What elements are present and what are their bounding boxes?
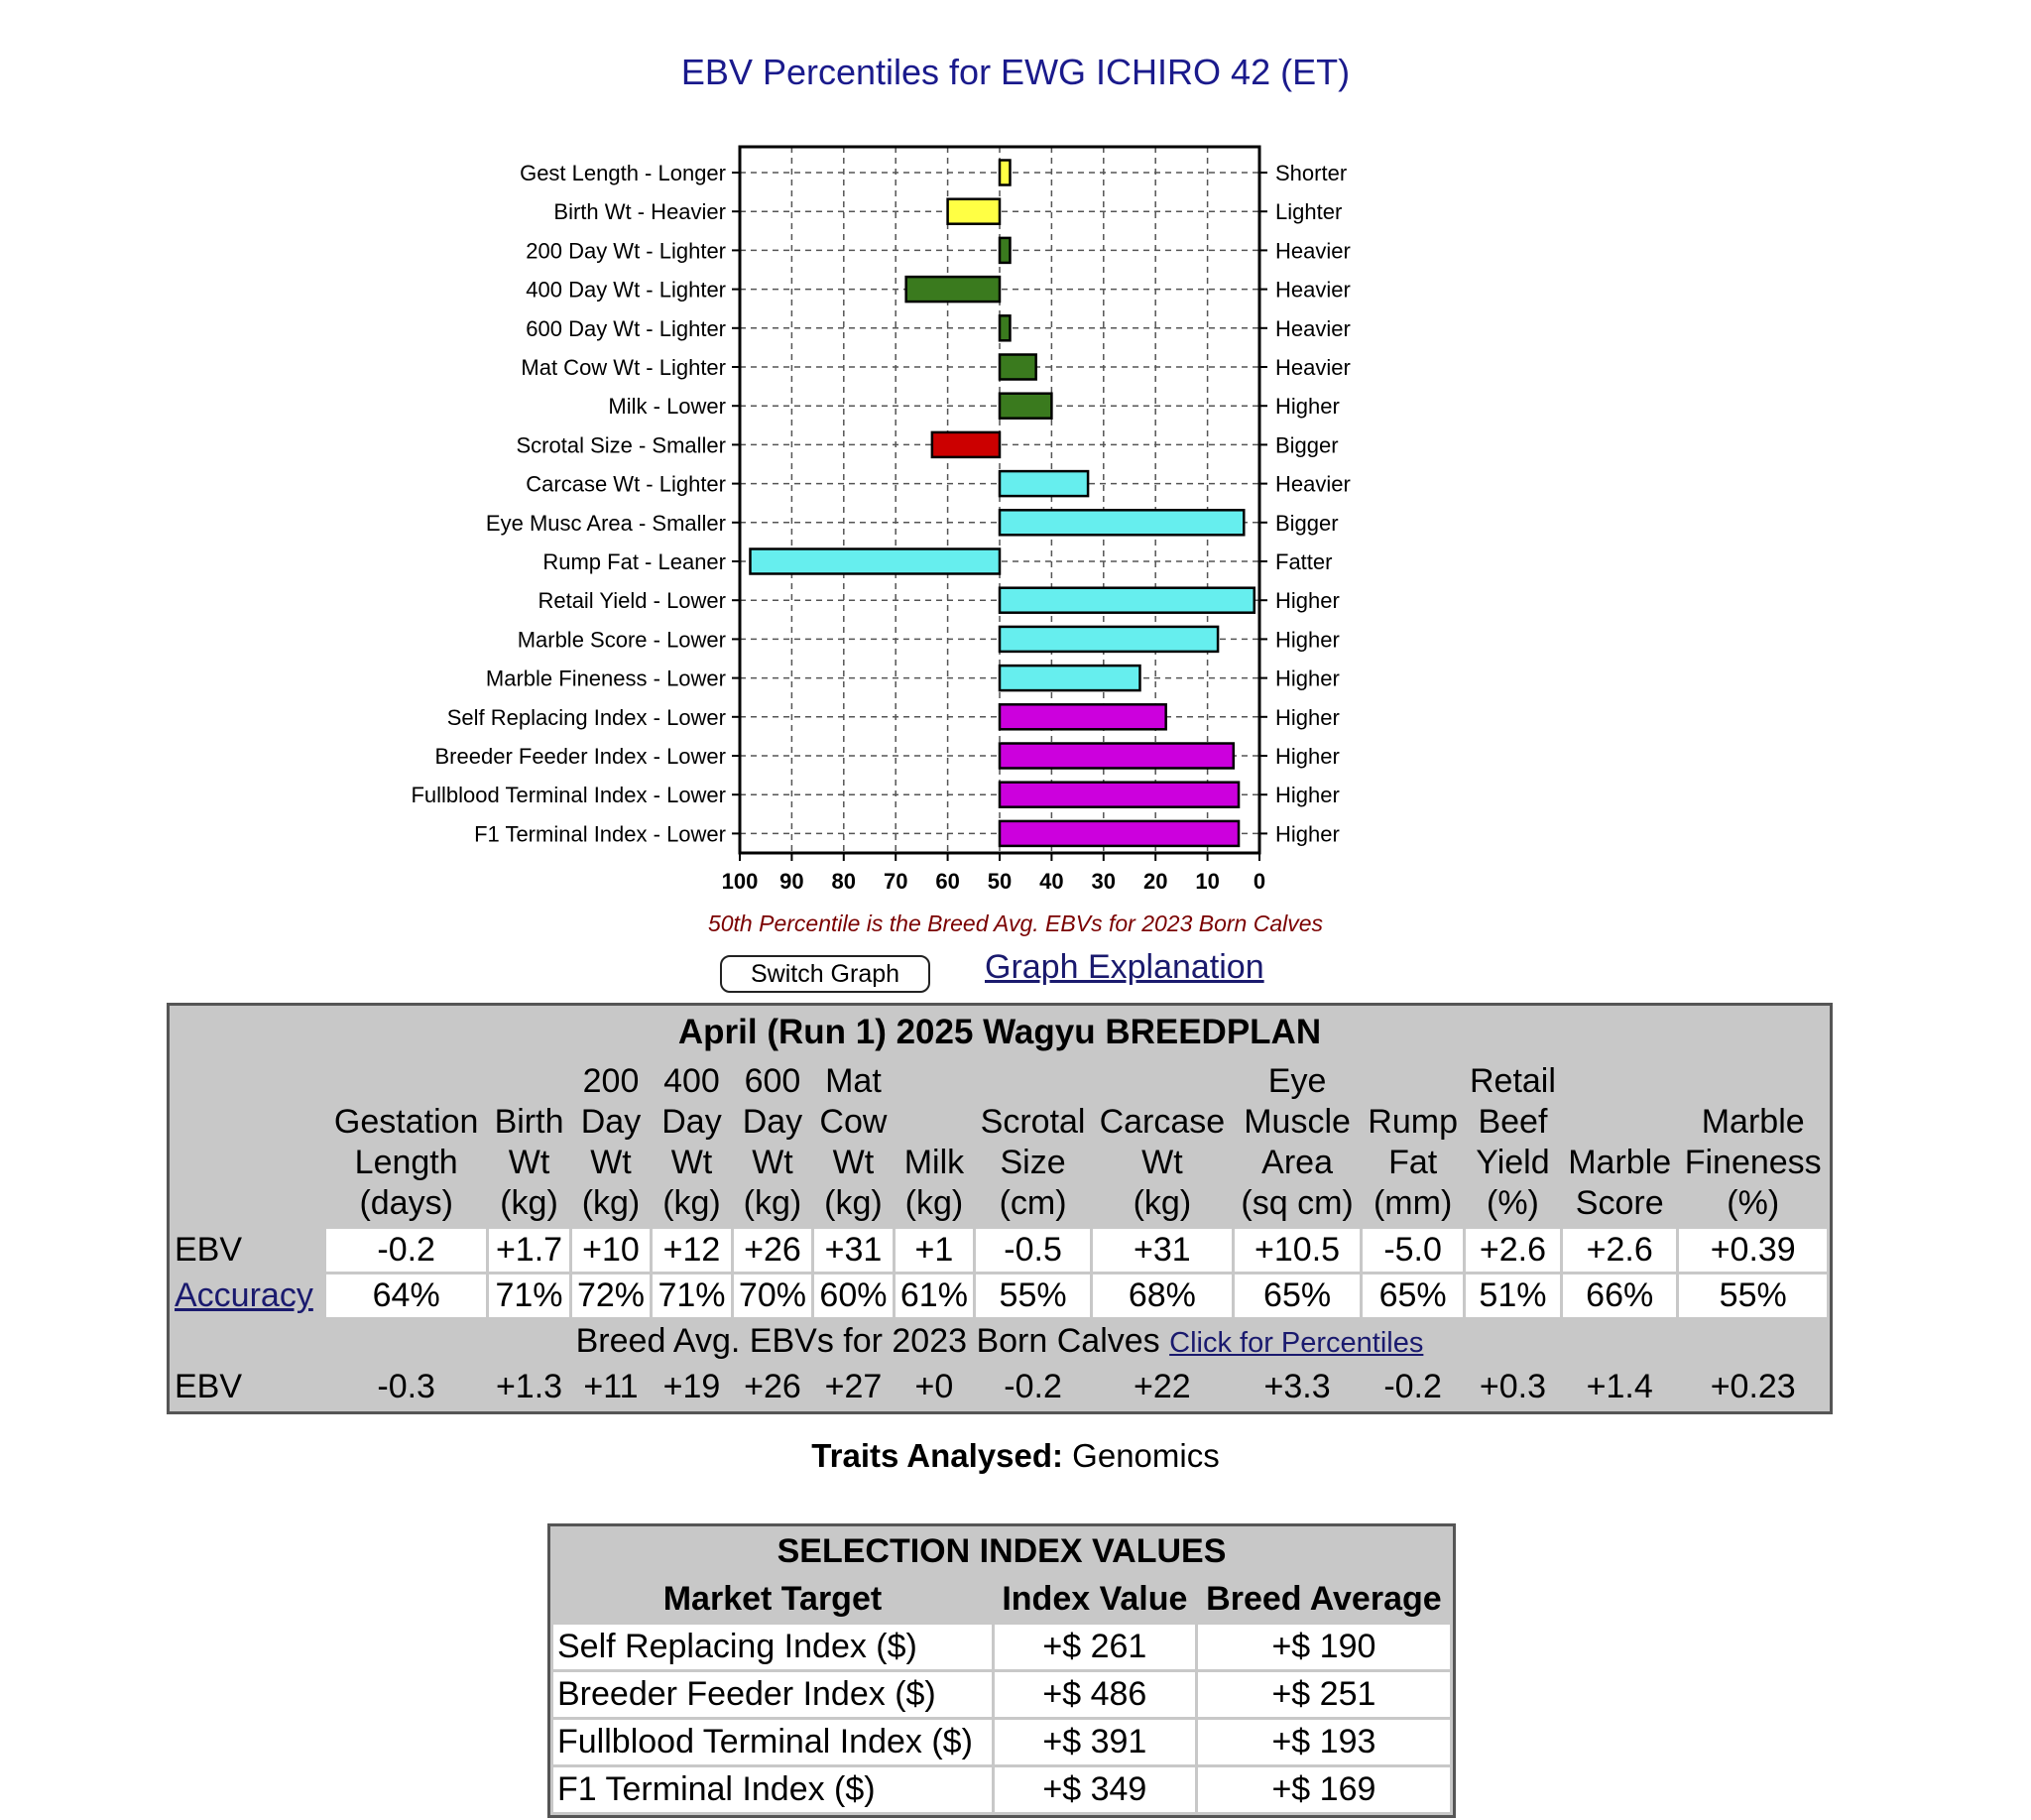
index-row [553,1672,1450,1717]
header-line: Wt [752,1144,793,1181]
accuracy-value: 71% [489,1274,568,1317]
left-label: 200 Day Wt - Lighter [526,238,726,264]
ebv-value: +31 [814,1229,892,1272]
ebv-value: -0.5 [976,1229,1090,1272]
right-label: Heavier [1275,238,1351,264]
header-line: Retail [1469,1062,1556,1100]
breed-avg-value: -0.2 [976,1366,1090,1408]
column-header [1235,1059,1361,1226]
header-line: Score [1575,1184,1664,1222]
ebv-value: +2.6 [1563,1229,1676,1272]
ebv-value: +12 [653,1229,730,1272]
percentile-bar [1000,704,1166,729]
column-header [653,1059,730,1226]
index-row [553,1767,1450,1812]
header-line: Mat [825,1062,882,1100]
header-line: Scrotal [980,1103,1086,1141]
percentile-bar [750,549,1000,574]
header-line: Birth [494,1103,564,1141]
header-line: Gestation [333,1103,479,1141]
breed-avg-row-label: EBV [173,1366,323,1408]
x-tick-label: 90 [779,869,804,894]
header-line: Marble [1568,1144,1672,1181]
header-line: Day [580,1103,642,1141]
column-header [1363,1059,1463,1226]
index-value: +$ 261 [995,1625,1195,1669]
header-line: Carcase [1099,1103,1226,1141]
header-line: Milk [903,1144,965,1181]
index-row [553,1720,1450,1764]
right-label: Shorter [1275,161,1348,185]
ebv-row [173,1229,1827,1272]
header-line: (mm) [1373,1184,1453,1222]
accuracy-value: 51% [1466,1274,1560,1317]
breed-avg-value: +1.3 [489,1366,568,1408]
header-line: Day [742,1103,803,1141]
selection-index-caption: SELECTION INDEX VALUES [553,1529,1450,1574]
header-line: (%) [1727,1184,1780,1222]
col-index-value: Index Value [995,1577,1195,1622]
left-label: 600 Day Wt - Lighter [526,315,726,341]
ebv-value: -5.0 [1363,1229,1463,1272]
ebv-table-caption: April (Run 1) 2025 Wagyu BREEDPLAN [173,1009,1827,1056]
accuracy-value: 55% [976,1274,1090,1317]
percentile-bar [1000,783,1239,807]
header-line: Wt [1141,1144,1183,1181]
left-label: Rump Fat - Leaner [542,549,726,574]
breed-avg-value: +0 [896,1366,973,1408]
right-label: Higher [1275,588,1340,614]
accuracy-link[interactable]: Accuracy [175,1276,313,1314]
header-line: Fineness [1684,1144,1822,1181]
breed-avg-value: +1.4 [1563,1366,1676,1408]
accuracy-value: 68% [1093,1274,1232,1317]
left-label: Birth Wt - Heavier [553,199,726,225]
ebv-value: +31 [1093,1229,1232,1272]
header-line: (kg) [500,1184,558,1222]
percentiles-link[interactable]: Click for Percentiles [1169,1327,1424,1359]
header-line: (sq cm) [1241,1184,1354,1222]
column-header [1563,1059,1676,1226]
left-label: Breeder Feeder Index - Lower [434,744,726,769]
right-label: Higher [1275,704,1340,730]
right-label: Heavier [1275,355,1351,380]
x-tick-label: 60 [935,869,960,894]
column-header [1679,1059,1827,1226]
ebv-value: +1 [896,1229,973,1272]
header-line: Muscle [1244,1103,1351,1141]
percentile-bar [1000,315,1010,340]
traits-label: Traits Analysed: [811,1437,1063,1474]
right-label: Higher [1275,627,1340,653]
header-line: Wt [508,1144,550,1181]
ebv-value: +0.39 [1679,1229,1827,1272]
percentile-bar [1000,471,1088,496]
right-label: Heavier [1275,277,1351,303]
percentile-bar [1000,510,1244,535]
chart-note: 50th Percentile is the Breed Avg. EBVs for 2023 Born Calves [707,910,1324,936]
left-label: Gest Length - Longer [520,161,726,185]
accuracy-cell [173,1274,323,1317]
x-tick-label: 80 [831,869,857,894]
right-label: Higher [1275,783,1340,808]
header-line: (kg) [904,1184,964,1222]
ebv-value: +10.5 [1235,1229,1361,1272]
header-line: (kg) [581,1184,641,1222]
right-label: Higher [1275,821,1340,847]
ebv-value: +10 [572,1229,650,1272]
header-corner [173,1059,323,1226]
right-label: Higher [1275,394,1340,420]
percentile-bar [948,199,1000,224]
breed-avg-value: +26 [734,1366,811,1408]
ebv-value: +26 [734,1229,811,1272]
index-breed-avg: +$ 251 [1198,1672,1450,1717]
column-header [326,1059,486,1226]
header-line: (cm) [999,1184,1067,1222]
column-header [814,1059,892,1226]
left-label: Carcase Wt - Lighter [526,471,726,497]
x-tick-label: 70 [883,869,908,894]
breed-avg-row [173,1366,1827,1408]
breed-avg-value: +3.3 [1235,1366,1361,1408]
x-tick-label: 40 [1039,869,1064,894]
right-label: Lighter [1275,199,1343,225]
header-line: Fat [1388,1144,1438,1181]
header-line: Cow [819,1103,888,1141]
right-label: Heavier [1275,471,1351,497]
percentile-bar [1000,355,1036,380]
accuracy-value: 65% [1235,1274,1361,1317]
left-label: Retail Yield - Lower [538,588,726,614]
header-line: Wt [832,1144,875,1181]
column-header [976,1059,1090,1226]
percentile-bar [1000,821,1239,846]
ebv-table [167,1003,1833,1414]
index-value: +$ 486 [995,1672,1195,1717]
header-line: (days) [359,1184,453,1222]
accuracy-value: 55% [1679,1274,1827,1317]
right-label: Higher [1275,666,1340,691]
breed-avg-caption: Breed Avg. EBVs for 2023 Born Calves [575,1322,1160,1360]
percentile-bar [1000,394,1051,419]
header-line: (kg) [1133,1184,1192,1222]
breed-avg-value: -0.2 [1363,1366,1463,1408]
column-header [1093,1059,1232,1226]
col-breed-average: Breed Average [1198,1577,1450,1622]
header-line: 600 [744,1062,801,1100]
header-line: (kg) [662,1184,721,1222]
header-line: Length [354,1144,458,1181]
breed-avg-value: +0.3 [1466,1366,1560,1408]
breed-avg-value: +19 [653,1366,730,1408]
ebv-row-label: EBV [173,1229,323,1272]
left-label: F1 Terminal Index - Lower [474,821,726,847]
header-line: Beef [1478,1103,1548,1141]
left-label: Self Replacing Index - Lower [446,704,726,730]
column-header [734,1059,811,1226]
right-label: Fatter [1275,549,1333,574]
accuracy-value: 66% [1563,1274,1676,1317]
percentile-bar [906,277,1000,302]
header-line: (kg) [824,1184,883,1222]
percentile-bar [1000,666,1139,690]
left-label: Mat Cow Wt - Lighter [521,355,726,380]
index-breed-avg: +$ 190 [1198,1625,1450,1669]
switch-graph-button[interactable]: Switch Graph [720,955,930,993]
column-header [489,1059,568,1226]
percentile-bar [1000,744,1234,769]
header-line: 200 [582,1062,640,1100]
header-line: Marble [1701,1103,1805,1141]
header-line: (kg) [743,1184,802,1222]
left-label: Eye Musc Area - Smaller [485,510,726,536]
percentile-bar [1000,161,1010,185]
index-name: Self Replacing Index ($) [553,1625,992,1669]
chart-title: EBV Percentiles for EWG ICHIRO 42 (ET) [680,52,1351,92]
header-line: Area [1261,1144,1333,1181]
right-label: Heavier [1275,315,1351,341]
header-line: Wt [590,1144,632,1181]
accuracy-value: 61% [896,1274,973,1317]
traits-analysed [0,1437,2031,1475]
index-value: +$ 349 [995,1767,1195,1812]
ebv-value: -0.2 [326,1229,486,1272]
accuracy-value: 65% [1363,1274,1463,1317]
right-label: Bigger [1275,510,1339,536]
percentile-bar [1000,627,1218,652]
header-line: (%) [1487,1184,1539,1222]
percentile-bar [932,432,1000,457]
accuracy-row [173,1274,1827,1317]
accuracy-value: 72% [572,1274,650,1317]
index-name: F1 Terminal Index ($) [553,1767,992,1812]
left-label: Fullblood Terminal Index - Lower [411,783,726,808]
index-row [553,1625,1450,1669]
x-tick-label: 50 [987,869,1013,894]
index-breed-avg: +$ 169 [1198,1767,1450,1812]
left-label: Milk - Lower [608,394,726,420]
x-tick-label: 30 [1091,869,1117,894]
graph-explanation-link[interactable]: Graph Explanation [985,948,1264,986]
header-line: Eye [1267,1062,1327,1100]
breed-avg-caption-cell [173,1320,1827,1363]
col-market-target: Market Target [553,1577,992,1622]
percentile-bar [1000,588,1254,613]
index-value: +$ 391 [995,1720,1195,1764]
x-tick-label: 20 [1142,869,1168,894]
breed-avg-value: +0.23 [1679,1366,1827,1408]
column-header [1466,1059,1560,1226]
x-tick-label: 0 [1253,869,1266,894]
breed-avg-value: +11 [572,1366,650,1408]
x-tick-label: 100 [721,869,759,894]
header-line: Yield [1476,1144,1550,1181]
header-line: Day [661,1103,722,1141]
header-line: 400 [663,1062,720,1100]
right-label: Bigger [1275,432,1339,458]
left-label: Scrotal Size - Smaller [516,432,726,458]
left-label: Marble Score - Lower [517,627,726,653]
x-tick-label: 10 [1195,869,1220,894]
selection-index-table [547,1523,1456,1818]
percentile-bar [1000,238,1010,263]
traits-value: Genomics [1063,1437,1220,1474]
column-header [572,1059,650,1226]
right-label: Higher [1275,744,1340,769]
accuracy-value: 64% [326,1274,486,1317]
left-label: Marble Fineness - Lower [485,666,726,691]
accuracy-value: 70% [734,1274,811,1317]
breed-avg-value: +22 [1093,1366,1232,1408]
ebv-value: +1.7 [489,1229,568,1272]
accuracy-value: 60% [814,1274,892,1317]
column-header [896,1059,973,1226]
ebv-value: +2.6 [1466,1229,1560,1272]
breed-avg-value: +27 [814,1366,892,1408]
header-line: Size [1000,1144,1066,1181]
breed-avg-value: -0.3 [326,1366,486,1408]
header-line: Wt [670,1144,713,1181]
header-line: Rump [1368,1103,1458,1141]
index-breed-avg: +$ 193 [1198,1720,1450,1764]
index-name: Breeder Feeder Index ($) [553,1672,992,1717]
index-name: Fullblood Terminal Index ($) [553,1720,992,1764]
accuracy-value: 71% [653,1274,730,1317]
left-label: 400 Day Wt - Lighter [526,277,726,303]
